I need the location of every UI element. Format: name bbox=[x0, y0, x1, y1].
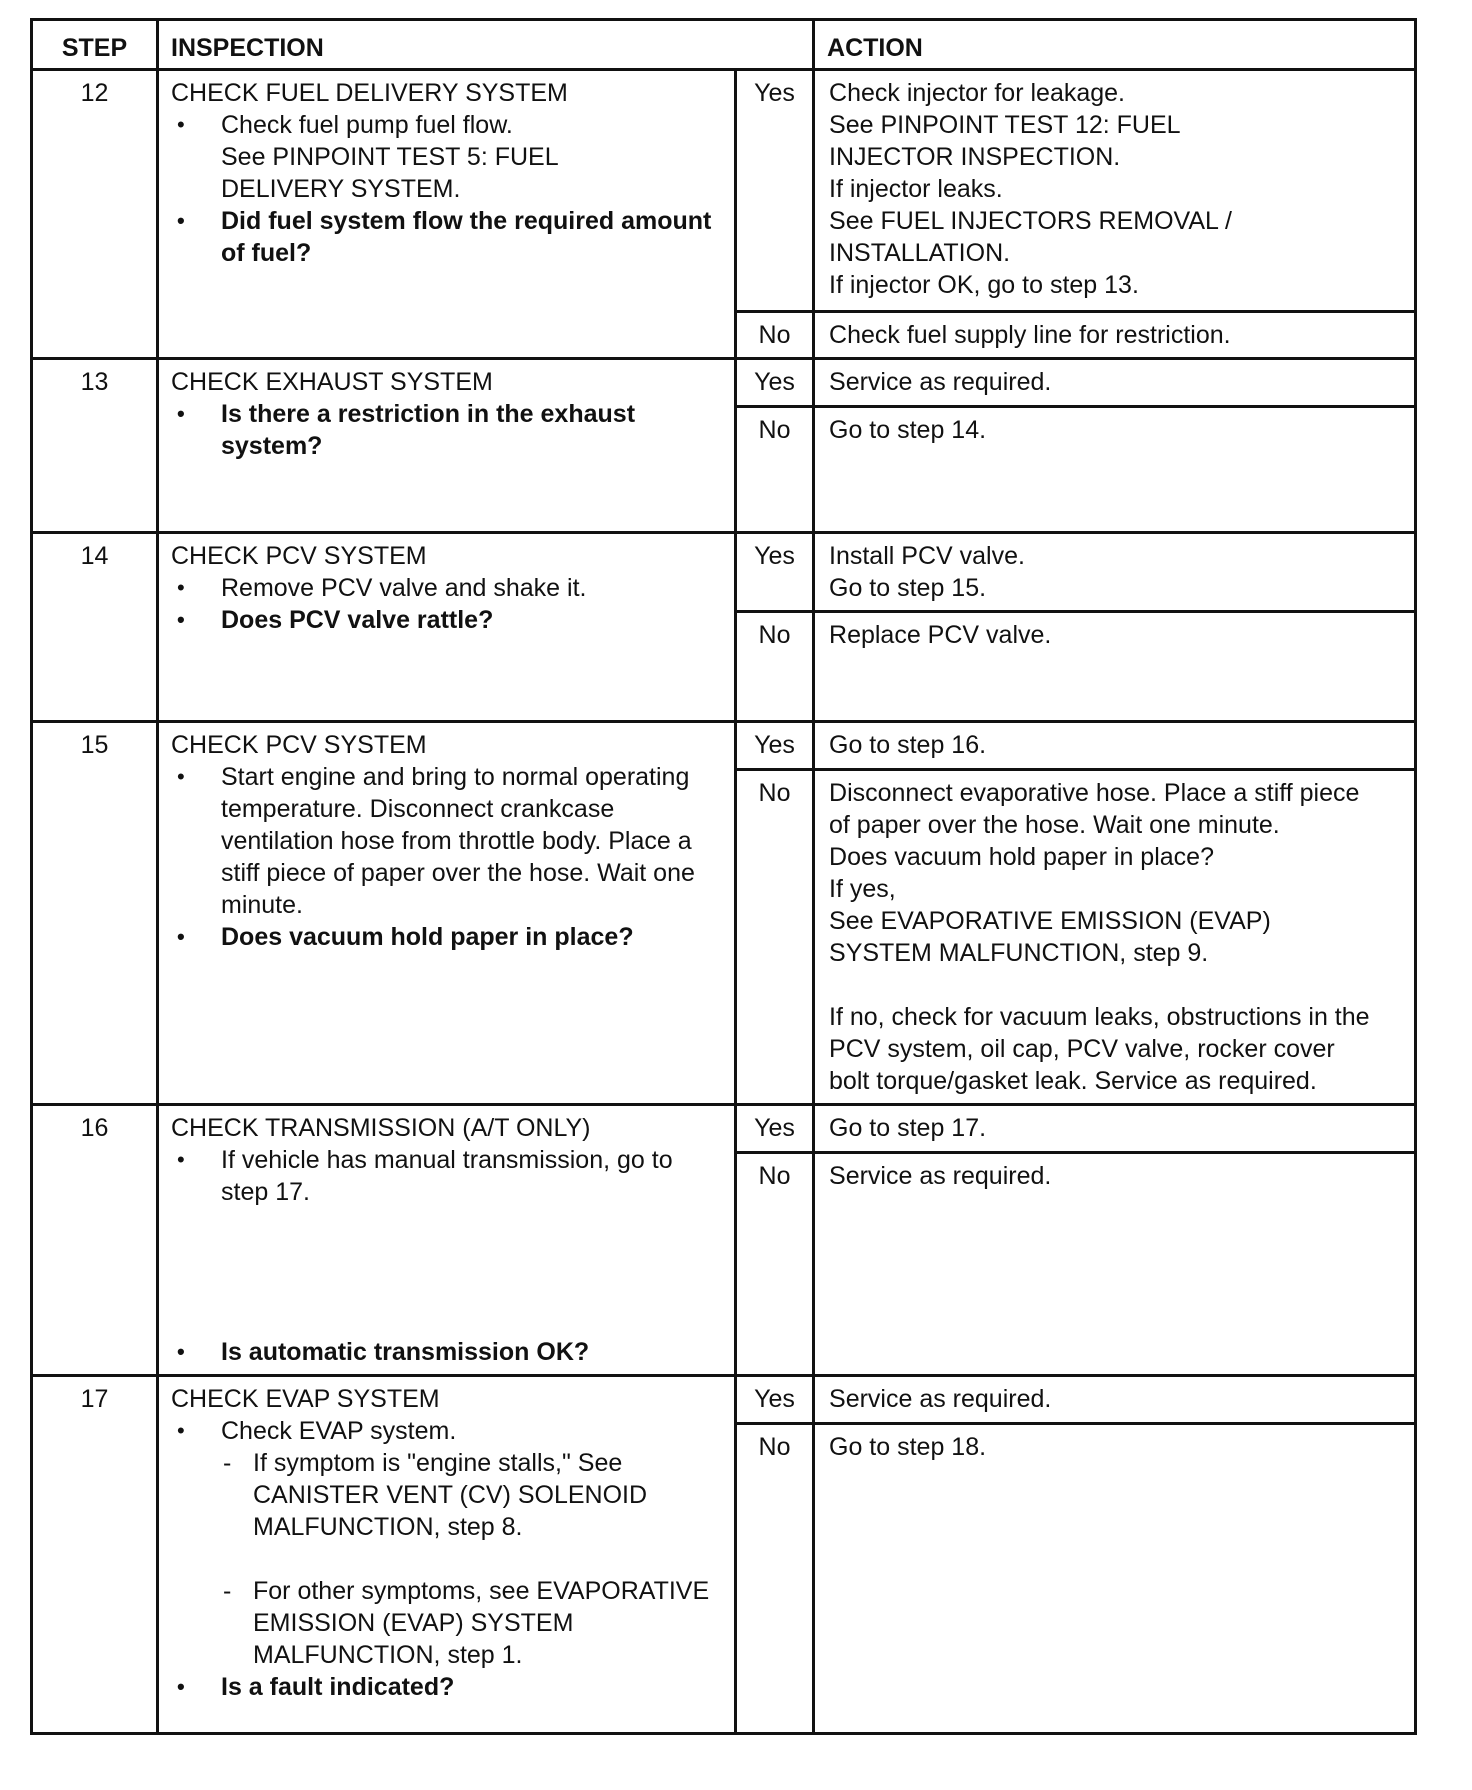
header-inspection: INSPECTION bbox=[158, 20, 814, 70]
step-number: 15 bbox=[32, 722, 158, 1105]
table-row bbox=[32, 533, 1416, 612]
no-action: Service as required. bbox=[814, 1153, 1416, 1376]
no-label: No bbox=[736, 1424, 814, 1734]
inspection-subitem: - If symptom is "engine stalls," See CANISTER VENT (CV) SOLENOID MALFUNCTION, step 8. bbox=[171, 1447, 724, 1543]
yes-action: Check injector for leakage. See PINPOINT TEST 12: FUEL INJECTOR INSPECTION. If injector leaks. See FUEL INJECTORS REMOVAL / INSTALLATION. If injector OK, go to step 13. bbox=[814, 70, 1416, 312]
inspection-title: CHECK EXHAUST SYSTEM bbox=[171, 368, 493, 396]
yes-action: Install PCV valve. Go to step 15. bbox=[814, 533, 1416, 612]
table-row bbox=[32, 70, 1416, 312]
inspection-title: CHECK PCV SYSTEM bbox=[171, 731, 427, 759]
inspection-question: • Is automatic transmission OK? bbox=[171, 1336, 724, 1368]
inspection-bullet: • Remove PCV valve and shake it. bbox=[171, 572, 724, 604]
step-number: 16 bbox=[32, 1105, 158, 1376]
yes-label: Yes bbox=[736, 533, 814, 612]
table-row bbox=[32, 359, 1416, 407]
no-label: No bbox=[736, 312, 814, 359]
inspection-cell bbox=[158, 722, 736, 1105]
inspection-title: CHECK PCV SYSTEM bbox=[171, 542, 427, 570]
step-number: 13 bbox=[32, 359, 158, 533]
inspection-bullet: • Check EVAP system. bbox=[171, 1415, 724, 1447]
diagnostic-table bbox=[30, 18, 1417, 1735]
inspection-title: CHECK FUEL DELIVERY SYSTEM bbox=[171, 79, 568, 107]
inspection-cell bbox=[158, 359, 736, 533]
yes-action: Service as required. bbox=[814, 359, 1416, 407]
inspection-cell bbox=[158, 1105, 736, 1376]
header-step: STEP bbox=[32, 20, 158, 70]
yes-action: Go to step 17. bbox=[814, 1105, 1416, 1153]
table-row bbox=[32, 722, 1416, 770]
yes-action: Go to step 16. bbox=[814, 722, 1416, 770]
yes-label: Yes bbox=[736, 359, 814, 407]
inspection-cell bbox=[158, 1376, 736, 1734]
yes-label: Yes bbox=[736, 70, 814, 312]
no-label: No bbox=[736, 1153, 814, 1376]
step-number: 14 bbox=[32, 533, 158, 722]
table-row bbox=[32, 1105, 1416, 1153]
yes-label: Yes bbox=[736, 1105, 814, 1153]
inspection-bullet: • Start engine and bring to normal operating temperature. Disconnect crankcase ventilation hose from throttle body. Place a stiff piece of paper over the hose. Wait one minute. bbox=[171, 761, 724, 921]
no-action: Disconnect evaporative hose. Place a stiff piece of paper over the hose. Wait one minute. Does vacuum hold paper in place? If yes, See EVAPORATIVE EMISSION (EVAP) SYSTEM MALFUNCTION, step 9. If no, check for vacuum leaks, obstructions in the PCV system, oil cap, PCV valve, rocker cover bolt torque/gasket leak. Service as required. bbox=[814, 770, 1416, 1105]
header-action: ACTION bbox=[814, 20, 1416, 70]
inspection-bullet: • If vehicle has manual transmission, go to step 17. bbox=[171, 1144, 724, 1208]
no-action: Check fuel supply line for restriction. bbox=[814, 312, 1416, 359]
no-label: No bbox=[736, 407, 814, 533]
step-number: 17 bbox=[32, 1376, 158, 1734]
header-row bbox=[32, 20, 1416, 70]
inspection-cell bbox=[158, 533, 736, 722]
inspection-question: • Does vacuum hold paper in place? bbox=[171, 921, 724, 953]
inspection-question: • Does PCV valve rattle? bbox=[171, 604, 724, 636]
table-row bbox=[32, 1376, 1416, 1424]
step-number: 12 bbox=[32, 70, 158, 359]
no-label: No bbox=[736, 770, 814, 1105]
yes-action: Service as required. bbox=[814, 1376, 1416, 1424]
no-label: No bbox=[736, 612, 814, 722]
inspection-question: • Is there a restriction in the exhaust system? bbox=[171, 398, 724, 462]
no-action: Go to step 14. bbox=[814, 407, 1416, 533]
inspection-bullet: • Check fuel pump fuel flow. See PINPOINT TEST 5: FUEL DELIVERY SYSTEM. bbox=[171, 109, 724, 205]
inspection-question: • Did fuel system flow the required amount of fuel? bbox=[171, 205, 724, 269]
yes-label: Yes bbox=[736, 1376, 814, 1424]
inspection-cell bbox=[158, 70, 736, 359]
inspection-subitem: - For other symptoms, see EVAPORATIVE EMISSION (EVAP) SYSTEM MALFUNCTION, step 1. bbox=[171, 1575, 724, 1671]
inspection-title: CHECK EVAP SYSTEM bbox=[171, 1385, 440, 1413]
inspection-title: CHECK TRANSMISSION (A/T ONLY) bbox=[171, 1114, 591, 1142]
yes-label: Yes bbox=[736, 722, 814, 770]
no-action: Replace PCV valve. bbox=[814, 612, 1416, 722]
inspection-question: • Is a fault indicated? bbox=[171, 1671, 724, 1703]
no-action: Go to step 18. bbox=[814, 1424, 1416, 1734]
